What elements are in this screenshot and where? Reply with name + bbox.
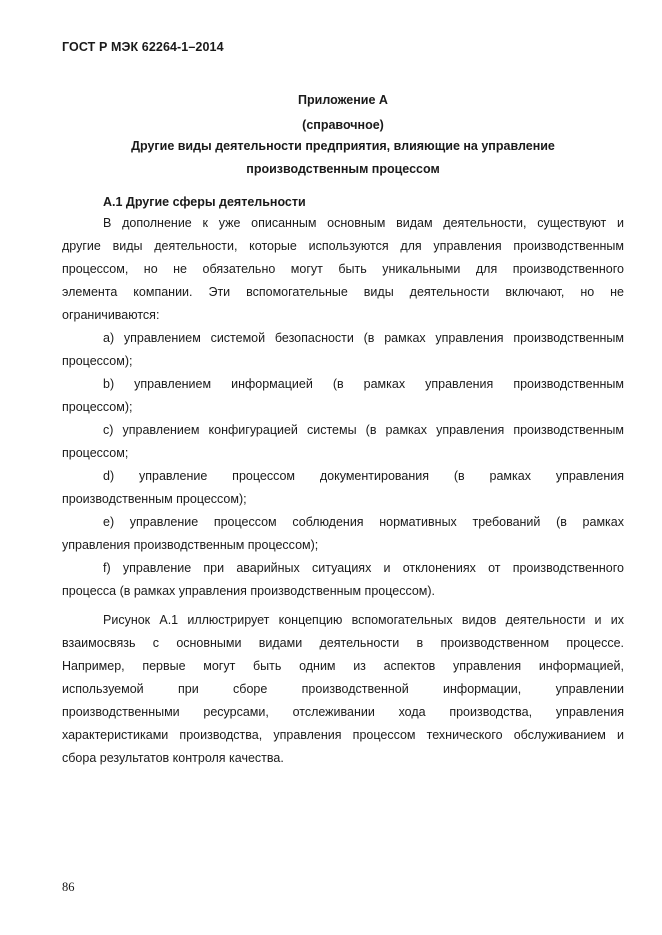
intro-line: элемента компании. Эти вспомогательные виды деятельности включают, но не: [62, 285, 624, 299]
list-item-e-line-2: управления производственным процессом);: [62, 538, 319, 552]
document-header-code: ГОСТ Р МЭК 62264-1–2014: [62, 40, 224, 54]
appendix-status: (справочное): [302, 118, 384, 132]
list-item-e-line-1: е) управление процессом соблюдения нормативных требований (в рамках: [103, 515, 624, 529]
appendix-heading-line-2: производственным процессом: [246, 162, 440, 176]
figure-paragraph-line: Например, первые могут быть одним из аспектов управления информацией,: [62, 659, 624, 673]
section-body: [62, 212, 624, 603]
figure-paragraph-line: производственными ресурсами, отслеживании хода производства, управления: [62, 705, 624, 719]
list-item-a-line-1: а) управлением системой безопасности (в рамках управления производственным: [103, 331, 624, 345]
list-item-c-line-2: процессом;: [62, 446, 129, 460]
figure-paragraph-line: используемой при сборе производственной информации, управлении: [62, 682, 624, 696]
list-item-d-line-2: производственным процессом);: [62, 492, 247, 506]
intro-line: ограничиваются:: [62, 308, 160, 322]
list-item-b-line-2: процессом);: [62, 400, 133, 414]
figure-paragraph-line: взаимосвязь с основными видами деятельности в производственном процессе.: [62, 636, 624, 650]
figure-paragraph-line: Рисунок А.1 иллюстрирует концепцию вспомогательных видов деятельности и их: [103, 613, 624, 627]
list-item-f-line-1: f) управление при аварийных ситуациях и отклонениях от производственного: [103, 561, 624, 575]
figure-paragraph-line: характеристиками производства, управления процессом технического обслуживанием и: [62, 728, 624, 742]
list-item-a-line-2: процессом);: [62, 354, 133, 368]
list-item-d-line-1: d) управление процессом документирования (в рамках управления: [103, 469, 624, 483]
list-item-b-line-1: b) управлением информацией (в рамках управления производственным: [103, 377, 624, 391]
intro-line: процессом, но не обязательно могут быть уникальными для производственного: [62, 262, 624, 276]
figure-paragraph: [62, 609, 624, 770]
section-title: А.1 Другие сферы деятельности: [103, 195, 306, 209]
list-item-c-line-1: с) управлением конфигурацией системы (в рамках управления производственным: [103, 423, 624, 437]
intro-line: В дополнение к уже описанным основным видам деятельности, существуют и: [103, 216, 624, 230]
appendix-heading-line-1: Другие виды деятельности предприятия, влияющие на управление: [131, 139, 555, 153]
list-item-f-line-2: процесса (в рамках управления производственным процессом).: [62, 584, 436, 598]
appendix-title: Приложение А: [298, 93, 388, 107]
intro-line: другие виды деятельности, которые используются для управления производственным: [62, 239, 624, 253]
page-number: 86: [62, 880, 75, 894]
figure-paragraph-line: сбора результатов контроля качества.: [62, 751, 284, 765]
